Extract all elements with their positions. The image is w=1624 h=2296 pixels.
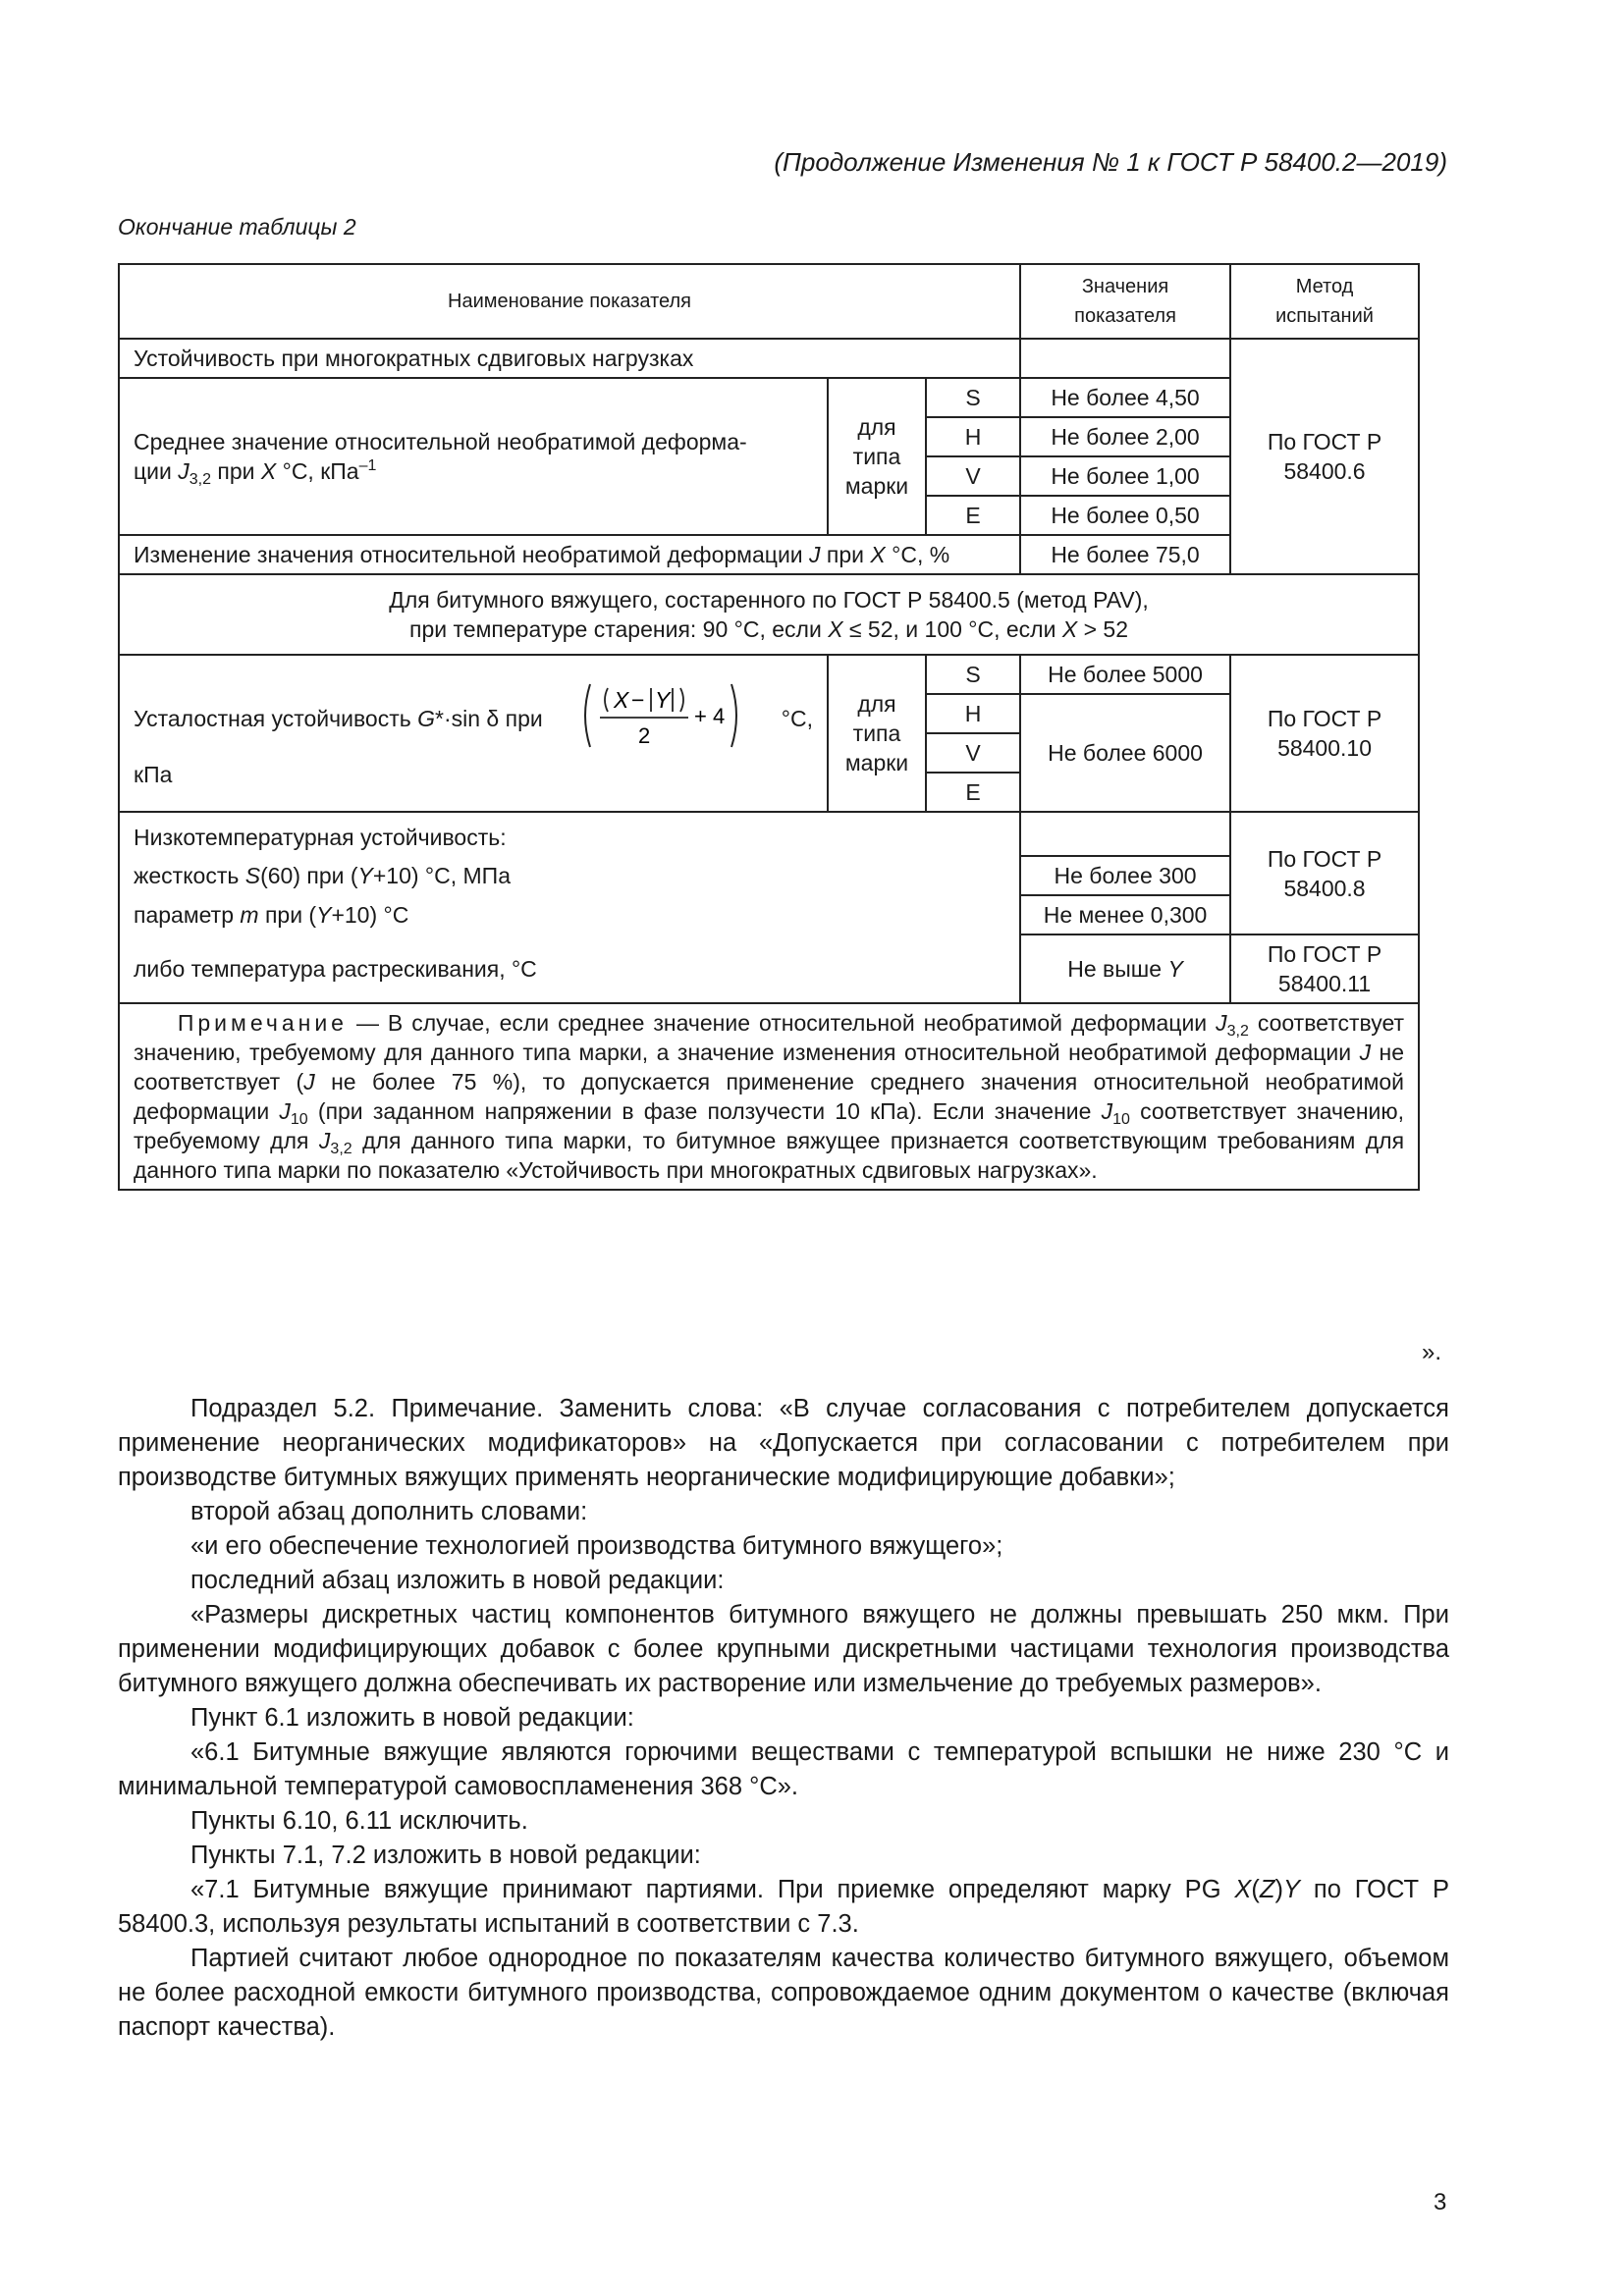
stiffness-label: жесткость S(60) при (Y+10) °С, МПа xyxy=(119,856,1020,895)
stiffness-value: Не более 300 xyxy=(1020,856,1230,895)
grade-label: для типа марки xyxy=(828,378,926,535)
table-row xyxy=(119,856,1419,895)
table-row xyxy=(119,378,1419,417)
paragraph: Пункты 7.1, 7.2 изложить в новой редакции: xyxy=(190,1842,701,1869)
avg-deformation-line1: Среднее значение относительной необратимой деформа- xyxy=(134,429,747,454)
pav-section-title: Для битумного вяжущего, состаренного по ГОСТ Р 58400.5 (метод PAV), при температуре старения: 90 °С, если X ≤ 52, и 100 °С, если X > 52 xyxy=(119,574,1419,655)
grade-E-fatigue: E xyxy=(926,773,1020,812)
paragraph: Пункты 6.10, 6.11 исключить. xyxy=(190,1807,528,1835)
change-deformation-label: Изменение значения относительной необратимой деформации J при X °С, % xyxy=(119,535,1020,574)
grade-H-fatigue: H xyxy=(926,694,1020,733)
paragraph: «6.1 Битумные вяжущие являются горючими веществами с температурой вспышки не ниже 230 °С и минимальной температурой самовоспламенения 368 °С». xyxy=(118,1738,1449,1800)
grade-label-fatigue: для типа марки xyxy=(828,655,926,812)
formula-plus: + 4 xyxy=(694,703,726,728)
paragraph: Подраздел 5.2. Примечание. Заменить слова: «В случае согласования с потребителем допускается применение неорганических модификаторов» на «Допускается при согласовании с потребителем при производстве битумных вяжущих применять неорганические модифицирующие добавки»; xyxy=(118,1395,1449,1491)
grade-S: S xyxy=(926,378,1020,417)
shear-value-E: Не более 0,50 xyxy=(1020,496,1230,535)
m-parameter-value: Не менее 0,300 xyxy=(1020,895,1230,934)
paragraph: Пункт 6.1 изложить в новой редакции: xyxy=(190,1704,634,1732)
spec-table xyxy=(118,263,1420,1191)
change-value: Не более 75,0 xyxy=(1020,535,1230,574)
note-label: Примечание xyxy=(177,1010,348,1036)
grade-S-fatigue: S xyxy=(926,655,1020,694)
paragraph: «7.1 Битумные вяжущие принимают партиями. При приемке определяют марку PG X(Z)Y по ГОСТ Р 58400.3, используя результаты испытаний в соответствии с 7.3. xyxy=(118,1876,1449,1938)
avg-deformation-label: Среднее значение относительной необратимой деформа- ции $J_{3,2}$ при X °С, кПа$^{-1}$ xyxy=(119,378,828,535)
shear-title: Устойчивость при многократных сдвиговых нагрузках xyxy=(119,339,1020,378)
table-row xyxy=(119,812,1419,856)
fatigue-unit1: °С, xyxy=(781,706,813,731)
table-row xyxy=(119,934,1419,1003)
method-fatigue: По ГОСТ Р 58400.10 xyxy=(1230,655,1419,812)
fatigue-value-rest: Не более 6000 xyxy=(1020,694,1230,812)
lowtemp-title: Низкотемпературная устойчивость: xyxy=(119,812,1020,856)
grade-H: H xyxy=(926,417,1020,456)
table-row xyxy=(119,574,1419,655)
paragraph: Партией считают любое однородное по показателям качества количество битумного вяжущего, объемом не более расходной емкости битумного производства, сопровождаемое одним документом о качестве (включая паспорт качества). xyxy=(118,1945,1449,2041)
header-method: Метод испытаний xyxy=(1230,264,1419,339)
paragraph: последний абзац изложить в новой редакции: xyxy=(190,1567,725,1594)
m-parameter-label: параметр m при (Y+10) °С xyxy=(119,895,1020,934)
table-row xyxy=(119,339,1419,378)
shear-value-V: Не более 1,00 xyxy=(1020,456,1230,496)
empty-value-cell xyxy=(1020,812,1230,856)
grade-V: V xyxy=(926,456,1020,496)
grade-E: E xyxy=(926,496,1020,535)
fatigue-formula xyxy=(578,678,745,760)
paragraph: второй абзац дополнить словами: xyxy=(190,1498,588,1525)
fatigue-value-S: Не более 5000 xyxy=(1020,655,1230,694)
shear-value-H: Не более 2,00 xyxy=(1020,417,1230,456)
page-header: (Продолжение Изменения № 1 к ГОСТ Р 58400.2—2019) xyxy=(774,147,1447,177)
note-row xyxy=(119,1003,1419,1190)
header-value: Значения показателя xyxy=(1020,264,1230,339)
method-crack: По ГОСТ Р 58400.11 xyxy=(1230,934,1419,1003)
shear-value-S: Не более 4,50 xyxy=(1020,378,1230,417)
table-row xyxy=(119,535,1419,574)
closing-quote: ». xyxy=(1422,1339,1442,1365)
formula-denominator: 2 xyxy=(638,722,651,748)
header-name: Наименование показателя xyxy=(119,264,1020,339)
formula-x: X xyxy=(614,686,629,713)
method-lowtemp: По ГОСТ Р 58400.8 xyxy=(1230,812,1419,934)
crack-temp-value: Не выше Y xyxy=(1020,934,1230,1003)
formula-minus: − xyxy=(631,686,645,713)
table-header-row xyxy=(119,264,1419,339)
fatigue-unit2: кПа xyxy=(134,761,173,787)
body-text xyxy=(118,1392,1449,2045)
formula-y: Y xyxy=(655,686,671,713)
table-note: Примечание — В случае, если среднее значение относительной необратимой деформации $J_{3,2}$ соответствует значению, требуемому для данного типа марки, а значение изменения относительной необратимой деформации J не соответствует (J не более 75 %), то допускается применение среднего значения относительной необратимой деформации $J_{10}$ (при заданном напряжении в фазе ползучести 10 кПа). Если значение $J_{10}$ соответствует значению, требуемому для $J_{3,2}$ для данного типа марки, то битумное вяжущее признается соответствующим требованиям для данного типа марки по показателю «Устойчивость при многократных сдвиговых нагрузках». xyxy=(119,1003,1419,1190)
paragraph: «и его обеспечение технологией производства битумного вяжущего»; xyxy=(190,1532,1003,1560)
method-shear: По ГОСТ Р 58400.6 xyxy=(1230,339,1419,574)
page-number: 3 xyxy=(1434,2189,1447,2216)
crack-temp-label: либо температура растрескивания, °С xyxy=(119,934,1020,1003)
table-caption: Окончание таблицы 2 xyxy=(118,214,356,240)
table-row xyxy=(119,655,1419,694)
fatigue-label: Усталостная устойчивость G*·sin δ при X − Y 2 + 4 °С, кПа xyxy=(119,655,828,812)
grade-V-fatigue: V xyxy=(926,733,1020,773)
formula-svg xyxy=(578,678,745,753)
empty-value-cell xyxy=(1020,339,1230,378)
paragraph: «Размеры дискретных частиц компонентов битумного вяжущего не должны превышать 250 мкм. При применении модифицирующих добавок с более крупными дискретными частицами технология производства битумного вяжущего должна обеспечивать их растворение или измельчение до требуемых размеров». xyxy=(118,1601,1449,1697)
table-row xyxy=(119,895,1419,934)
